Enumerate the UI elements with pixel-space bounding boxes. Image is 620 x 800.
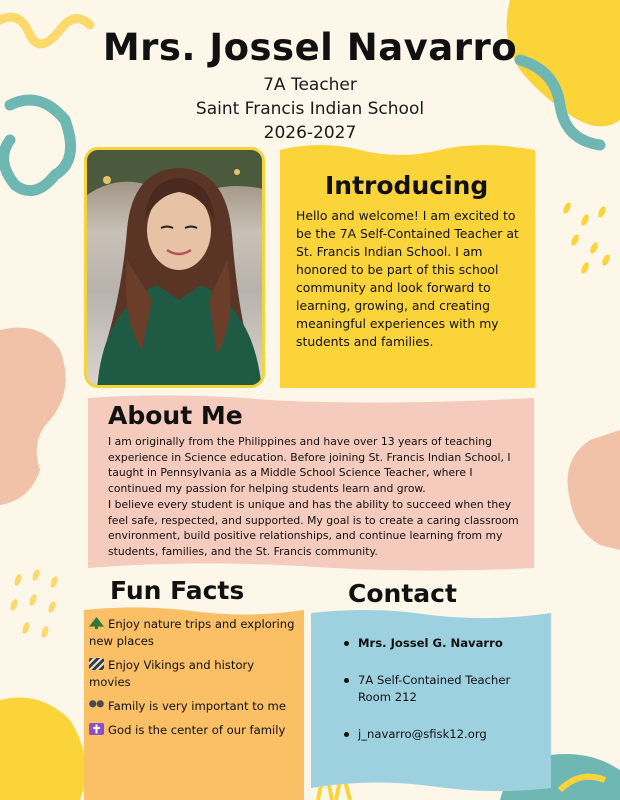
teacher-name-title: Mrs. Jossel Navarro: [102, 26, 518, 69]
list-item: Family is very important to me: [89, 698, 299, 715]
list-item: God is the center of our family: [89, 722, 299, 739]
about-paragraphs: [108, 434, 528, 560]
about-paragraph-2: I believe every student is unique and has the ability to succeed when they feel safe, respected, and supported. My goal is to create a caring classroom environment, build positive relationships, and continue learning from my students, families, and the St. Francis community.: [108, 497, 519, 558]
list-item: Enjoy nature trips and exploring new places: [89, 617, 295, 648]
about-heading: About Me: [108, 401, 243, 430]
contact-list: [344, 635, 544, 763]
clapperboard-icon: [89, 658, 104, 670]
family-icon: [89, 699, 104, 711]
fun-facts-list: [89, 616, 299, 746]
role-text: 7A Teacher: [263, 75, 357, 95]
intro-paragraph: Hello and welcome! I am excited to be the 7A Self-Contained Teacher at St. Francis Indian School. I am honored to be part of this school community and look forward to learning, growing, and creating meaningful experiences with my students and families.: [296, 208, 519, 349]
tree-icon: [89, 617, 104, 629]
contact-name: Mrs. Jossel G. Navarro: [344, 635, 544, 652]
contact-position: 7A Self-Contained Teacher Room 212: [344, 672, 544, 706]
intro-heading: Introducing: [325, 171, 489, 200]
fun-facts-heading: Fun Facts: [110, 576, 245, 605]
school-year-text: 2026-2027: [263, 123, 357, 143]
about-paragraph-1: I am originally from the Philippines and have over 13 years of teaching experience in Science education. Before joining St. Francis Indian School, I taught in Pennsylvania as a Middle School Science Teacher, where I continued my passion for helping students learn and grow.: [108, 435, 511, 496]
list-item: Enjoy Vikings and history movies: [89, 658, 255, 689]
contact-email[interactable]: j_navarro@sfisk12.org: [344, 726, 544, 743]
cross-icon: [89, 723, 104, 735]
school-text: Saint Francis Indian School: [195, 99, 425, 119]
teacher-photo: [84, 147, 265, 388]
contact-heading: Contact: [348, 579, 457, 608]
